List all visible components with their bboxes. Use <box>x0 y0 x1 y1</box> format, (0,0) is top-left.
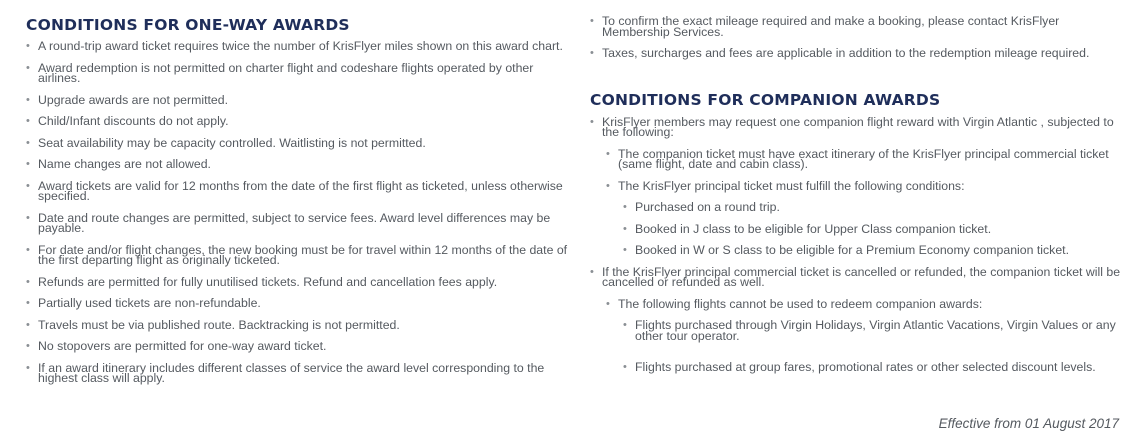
effective-date: Effective from 01 August 2017 <box>938 416 1119 431</box>
list-item: • For date and/or flight changes, the new booking must be for travel within 12 months of the date of the first departing flight as originally ticketed. <box>26 245 571 266</box>
excluded-item: • Flights purchased at group fares, promotional rates or other selected discount levels. <box>623 362 1130 373</box>
list-item: • Child/Infant discounts do not apply. <box>26 116 571 127</box>
companion-heading: CONDITIONS FOR COMPANION AWARDS <box>590 90 941 109</box>
oneway-heading: CONDITIONS FOR ONE-WAY AWARDS <box>26 16 350 34</box>
list-item: • Travels must be via published route. Backtracking is not permitted. <box>26 320 571 331</box>
list-item: • Taxes, surcharges and fees are applicable in addition to the redemption mileage required. <box>590 48 1130 59</box>
condition-item: • Booked in J class to be eligible for Upper Class companion ticket. <box>623 224 1130 235</box>
general-list <box>590 16 1130 59</box>
list-item: • A round-trip award ticket requires twice the number of KrisFlyer miles shown on this award chart. <box>26 41 571 52</box>
list-item: • Award redemption is not permitted on charter flight and codeshare flights operated by other airlines. <box>26 63 571 84</box>
oneway-section <box>26 0 571 395</box>
list-item: • Seat availability may be capacity controlled. Waitlisting is not permitted. <box>26 138 571 149</box>
list-item: • Award tickets are valid for 12 months from the date of the first flight as ticketed, unless otherwise specified. <box>26 181 571 202</box>
list-item: • No stopovers are permitted for one-way award ticket. <box>26 341 571 352</box>
condition-item: • Booked in W or S class to be eligible for a Premium Economy companion ticket. <box>623 245 1130 256</box>
condition-item: • Purchased on a round trip. <box>623 202 1130 213</box>
list-item: • If an award itinerary includes different classes of service the award level corresponding to the highest class will apply. <box>26 363 571 384</box>
companion-principal-conditions: • The KrisFlyer principal ticket must fulfill the following conditions: <box>606 181 1130 192</box>
oneway-list <box>26 41 571 384</box>
companion-cancelled: • If the KrisFlyer principal commercial ticket is cancelled or refunded, the companion ticket will be cancelled or refunded as well. <box>590 267 1130 288</box>
companion-intro: • KrisFlyer members may request one companion flight reward with Virgin Atlantic , subjected to the following: <box>590 117 1130 138</box>
list-item: • Refunds are permitted for fully unutilised tickets. Refund and cancellation fees apply. <box>26 277 571 288</box>
list-item: • To confirm the exact mileage required and make a booking, please contact KrisFlyer Membership Services. <box>590 16 1130 37</box>
companion-list <box>590 114 1130 374</box>
list-item: • Date and route changes are permitted, subject to service fees. Award level differences may be payable. <box>26 213 571 234</box>
excluded-item: • Flights purchased through Virgin Holidays, Virgin Atlantic Vacations, Virgin Values or any other tour operator. <box>623 320 1130 341</box>
list-item: • Upgrade awards are not permitted. <box>26 95 571 106</box>
companion-excluded-intro: • The following flights cannot be used to redeem companion awards: <box>606 299 1130 310</box>
list-item: • Partially used tickets are non-refundable. <box>26 298 571 309</box>
list-item: • Name changes are not allowed. <box>26 159 571 170</box>
companion-same-itinerary: • The companion ticket must have exact itinerary of the KrisFlyer principal commercial ticket (same flight, date and cabin class). <box>606 149 1130 170</box>
right-column <box>590 0 1130 384</box>
